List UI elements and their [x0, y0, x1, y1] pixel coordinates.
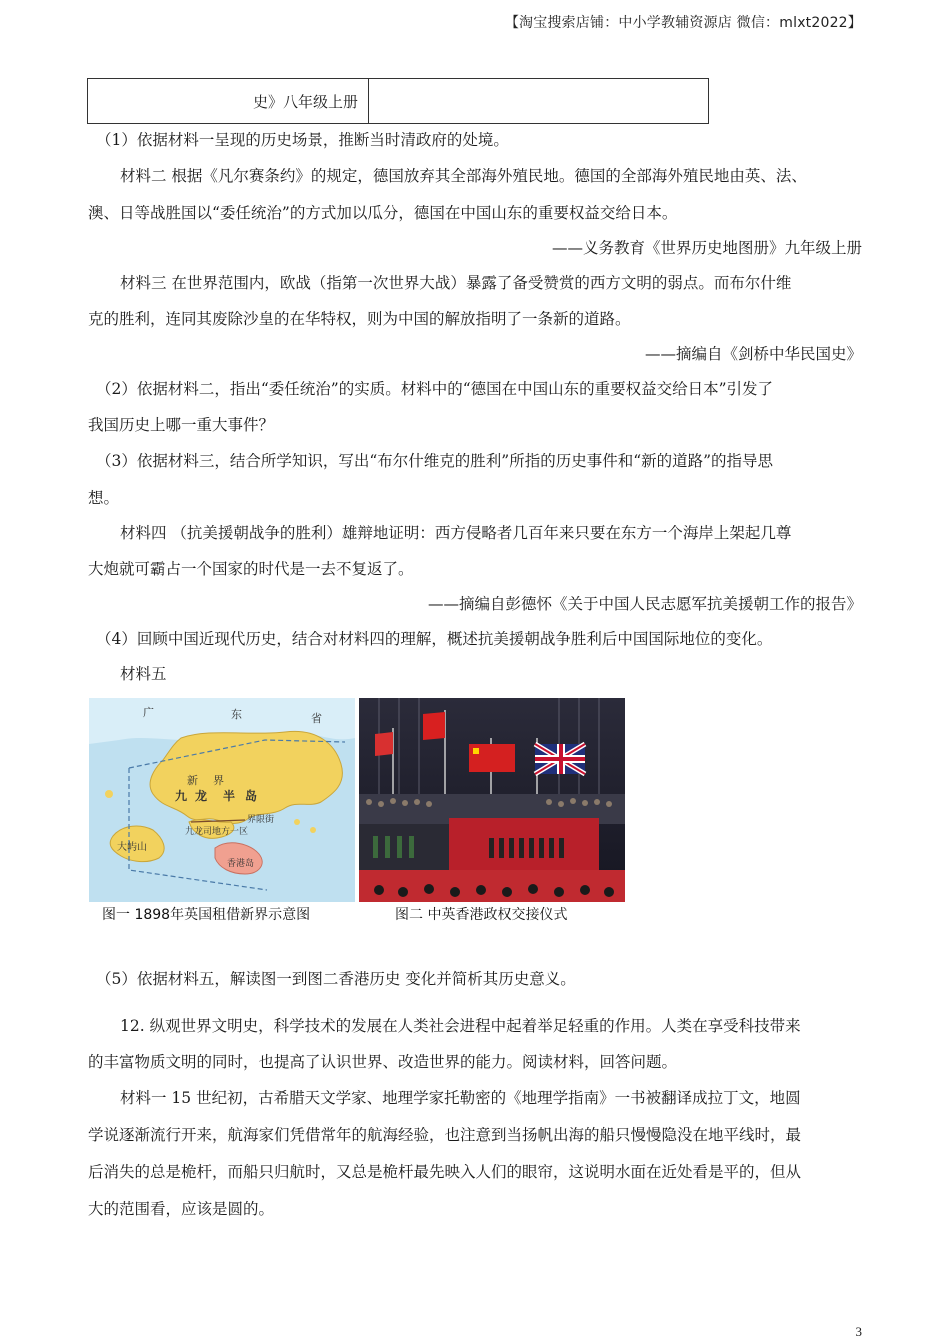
map-label: 大屿山	[117, 842, 147, 853]
table-cell-text: 史》八年级上册	[252, 93, 358, 111]
map-figure	[89, 698, 355, 902]
material-2-line1: 材料二 根据《凡尔赛条约》的规定，德国放弃其全部海外殖民地。德国的全部海外殖民地由英、法、	[120, 167, 807, 185]
q12-material-1-line4: 大的范围看，应该是圆的。	[88, 1200, 275, 1218]
question-12-line2: 的丰富物质文明的同时，也提高了认识世界、改造世界的能力。阅读材料，回答问题。	[88, 1053, 678, 1071]
material-4-line2: 大炮就可霸占一个国家的时代是一去不复返了。	[88, 560, 414, 578]
material-2-line2: 澳、日等战胜国以“委任统治”的方式加以瓜分，德国在中国山东的重要权益交给日本。	[88, 204, 678, 222]
material-3-source: ——摘编自《剑桥中华民国史》	[644, 345, 862, 363]
q12-material-1-line1: 材料一 15 世纪初，古希腊天文学家、地理学家托勒密的《地理学指南》一书被翻译成拉丁文，地圆	[120, 1089, 801, 1107]
map-label: 半	[223, 789, 236, 803]
map-label: 界	[213, 774, 224, 787]
question-12-line1: 12. 纵观世界文明史，科学技术的发展在人类社会进程中起着举足轻重的作用。人类在享受科技带来	[120, 1017, 801, 1035]
question-3-line2: 想。	[88, 489, 120, 507]
map-caption: 图一 1898年英国租借新界示意图	[102, 907, 311, 923]
question-5: （5）依据材料五，解读图一到图二香港历史 变化并简析其历史意义。	[96, 970, 576, 988]
hong-kong-map	[89, 698, 355, 902]
map-label: 界限街	[247, 815, 275, 825]
ceremony-photo	[359, 698, 625, 902]
material-3-line1: 材料三 在世界范围内，欧战（指第一次世界大战）暴露了备受赞赏的西方文明的弱点。而布尔什维	[120, 274, 792, 292]
q12-material-1-line3: 后消失的总是桅杆，而船只归航时，又总是桅杆最先映入人们的眼帘，这说明水面在近处看是平的，但从	[88, 1163, 802, 1181]
map-label: 香港岛	[227, 859, 255, 869]
page-number: 3	[855, 1324, 862, 1339]
question-2-line1: （2）依据材料二，指出“委任统治”的实质。材料中的“德国在中国山东的重要权益交给日本”引发了	[96, 380, 774, 398]
material-5-title: 材料五	[120, 665, 167, 683]
material-4-source: ——摘编自彭德怀《关于中国人民志愿军抗美援朝工作的报告》	[427, 595, 862, 613]
map-label: 龙	[195, 789, 208, 803]
page-header: 【淘宝搜索店铺：中小学教辅资源店 微信：mlxt2022】	[504, 15, 862, 31]
photo-caption: 图二 中英香港政权交接仪式	[395, 907, 568, 923]
question-3-line1: （3）依据材料三，结合所学知识，写出“布尔什维克的胜利”所指的历史事件和“新的道路”的指导思	[96, 452, 774, 470]
material-4-line1: 材料四 （抗美援朝战争的胜利）雄辩地证明：西方侵略者几百年来只要在东方一个海岸上架起几尊	[120, 524, 792, 542]
map-label: 广	[143, 706, 154, 719]
material-2-source: ——义务教育《世界历史地图册》九年级上册	[551, 239, 862, 257]
table-fragment	[87, 78, 709, 124]
map-label: 九	[175, 789, 188, 803]
question-1: （1）依据材料一呈现的历史场景，推断当时清政府的处境。	[96, 131, 509, 149]
material-3-line2: 克的胜利，连同其废除沙皇的在华特权，则为中国的解放指明了一条新的道路。	[88, 310, 631, 328]
question-2-line2: 我国历史上哪一重大事件？	[88, 416, 275, 434]
map-label: 岛	[245, 789, 258, 803]
map-label: 东	[231, 708, 242, 721]
map-label: 九龙司地方一区	[185, 827, 249, 837]
q12-material-1-line2: 学说逐渐流行开来，航海家们凭借常年的航海经验，也注意到当扬帆出海的船只慢慢隐没在地平线时，最	[88, 1126, 802, 1144]
map-label: 省	[311, 712, 322, 725]
map-label: 新	[187, 774, 198, 787]
question-4: （4）回顾中国近现代历史，结合对材料四的理解，概述抗美援朝战争胜利后中国国际地位的变化。	[96, 630, 773, 648]
ceremony-illustration	[359, 698, 625, 902]
